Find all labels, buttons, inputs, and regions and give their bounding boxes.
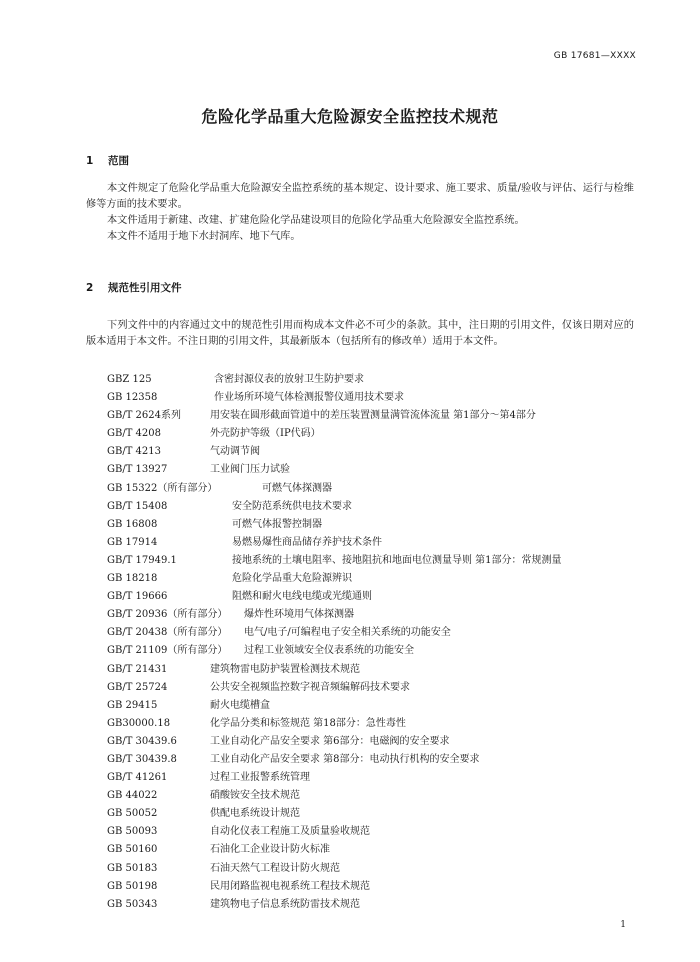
scope-paragraph-1: 本文件规定了危险化学品重大危险源安全监控系统的基本规定、设计要求、施工要求、质量/验收与评估、运行与检维修等方面的技术要求。 [86, 183, 634, 210]
reference-title: 可燃气体报警控制器 [232, 518, 322, 530]
reference-item [107, 498, 637, 516]
reference-title: 自动化仪表工程施工及质量验收规范 [210, 826, 370, 838]
reference-title: 用安装在圆形截面管道中的差压装置测量满管流体流量 第1部分～第4部分 [210, 410, 536, 422]
scope-paragraph-2: 本文件适用于新建、改建、扩建危险化学品建设项目的危险化学品重大危险源安全监控系统。 [107, 215, 525, 226]
reference-title: 爆炸性环境用气体探测器 [244, 609, 354, 621]
reference-title: 民用闭路监视电视系统工程技术规范 [210, 880, 370, 892]
reference-item [107, 480, 637, 498]
reference-item [107, 606, 637, 624]
reference-code: GB/T 30439.6 [107, 735, 177, 747]
reference-code: GB/T 2624系列 [107, 410, 182, 422]
section-heading-normative-refs [86, 280, 182, 295]
reference-title: 建筑物电子信息系统防雷技术规范 [210, 898, 360, 910]
reference-item [107, 715, 637, 733]
reference-title: 化学品分类和标签规范 第18部分：急性毒性 [210, 717, 406, 729]
reference-title: 可燃气体探测器 [262, 482, 332, 494]
reference-code: GB 18218 [107, 573, 158, 585]
reference-title: 过程工业领域安全仪表系统的功能安全 [244, 645, 414, 657]
reference-item [107, 588, 637, 606]
reference-item [107, 805, 637, 823]
reference-title: 工业自动化产品安全要求 第8部分：电动执行机构的安全要求 [210, 753, 480, 765]
reference-code: GB 50198 [107, 880, 158, 892]
reference-code: GB/T 20936（所有部分） [107, 609, 228, 621]
reference-code: GB 50343 [107, 898, 158, 910]
reference-code: GB/T 17949.1 [107, 554, 177, 566]
reference-title: 硝酸铵安全技术规范 [210, 790, 300, 802]
reference-code: GB 17914 [107, 536, 158, 548]
section-title: 规范性引用文件 [108, 282, 182, 294]
reference-title: 工业自动化产品安全要求 第6部分：电磁阀的安全要求 [210, 735, 450, 747]
reference-code: GB/T 19666 [107, 591, 168, 603]
reference-code: GB/T 21109（所有部分） [107, 645, 228, 657]
reference-title: 接地系统的土壤电阻率、接地阻抗和地面电位测量导则 第1部分：常规测量 [232, 554, 562, 566]
reference-title: 电气/电子/可编程电子安全相关系统的功能安全 [244, 627, 451, 639]
reference-title: 耐火电缆槽盒 [210, 699, 270, 711]
reference-item [107, 425, 637, 443]
reference-title: 作业场所环境气体检测报警仪通用技术要求 [214, 392, 404, 404]
reference-title: 安全防范系统供电技术要求 [232, 500, 352, 512]
reference-item [107, 751, 637, 769]
reference-list [107, 371, 637, 914]
reference-title: 危险化学品重大危险源辨识 [232, 573, 352, 585]
reference-item [107, 371, 637, 389]
normative-refs-intro [86, 318, 634, 350]
reference-code: GB/T 13927 [107, 464, 168, 476]
section-title: 范围 [108, 155, 129, 167]
reference-title: 易燃易爆性商品储存养护技术条件 [232, 536, 382, 548]
reference-item [107, 841, 637, 859]
reference-code: GB 50183 [107, 862, 158, 874]
reference-item [107, 787, 637, 805]
reference-title: 供配电系统设计规范 [210, 808, 300, 820]
reference-item [107, 896, 637, 914]
reference-item [107, 552, 637, 570]
reference-code: GB 44022 [107, 790, 158, 802]
reference-code: GB/T 25724 [107, 681, 168, 693]
reference-item [107, 534, 637, 552]
reference-code: GB 50052 [107, 808, 158, 820]
reference-code: GB 29415 [107, 699, 158, 711]
reference-code: GB/T 41261 [107, 772, 168, 784]
scope-paragraph-3: 本文件不适用于地下水封洞库、地下气库。 [107, 231, 301, 242]
intro-paragraph: 下列文件中的内容通过文中的规范性引用而构成本文件必不可少的条款。其中，注日期的引用文件，仅该日期对应的版本适用于本文件。不注日期的引用文件，其最新版本（包括所有的修改单）适用于本文件。 [86, 320, 634, 347]
reference-item [107, 624, 637, 642]
reference-code: GB/T 30439.8 [107, 753, 177, 765]
reference-item [107, 769, 637, 787]
reference-title: 石油化工企业设计防火标准 [210, 844, 330, 856]
reference-code: GB 12358 [107, 392, 158, 404]
reference-item [107, 878, 637, 896]
reference-item [107, 733, 637, 751]
reference-item [107, 661, 637, 679]
standard-number: GB 17681—XXXX [553, 51, 636, 61]
reference-item [107, 679, 637, 697]
reference-code: GB30000.18 [107, 717, 171, 729]
reference-title: 气动调节阀 [210, 446, 260, 458]
reference-code: GB/T 4213 [107, 446, 162, 458]
reference-item [107, 443, 637, 461]
reference-code: GB/T 20438（所有部分） [107, 627, 228, 639]
reference-item [107, 461, 637, 479]
reference-code: GB/T 15408 [107, 500, 168, 512]
reference-title: 过程工业报警系统管理 [210, 772, 310, 784]
section-number: 2 [86, 282, 94, 294]
reference-title: 阻燃和耐火电线电缆或光缆通则 [232, 591, 372, 603]
reference-code: GB/T 21431 [107, 663, 168, 675]
reference-title: 石油天然气工程设计防火规范 [210, 862, 340, 874]
reference-code: GB 50160 [107, 844, 158, 856]
reference-title: 建筑物雷电防护装置检测技术规范 [210, 663, 360, 675]
scope-body [86, 181, 634, 245]
reference-item [107, 570, 637, 588]
document-title: 危险化学品重大危险源安全监控技术规范 [201, 107, 499, 126]
reference-title: 外壳防护等级（IP代码） [210, 428, 321, 440]
reference-item [107, 389, 637, 407]
reference-code: GB/T 4208 [107, 428, 162, 440]
section-heading-scope [86, 153, 129, 168]
reference-title: 公共安全视频监控数字视音频编解码技术要求 [210, 681, 410, 693]
reference-code: GB 16808 [107, 518, 158, 530]
reference-title: 含密封源仪表的放射卫生防护要求 [214, 374, 364, 385]
page-number: 1 [620, 920, 626, 930]
reference-item [107, 860, 637, 878]
reference-item [107, 823, 637, 841]
reference-code: GBZ 125 [107, 374, 152, 385]
section-number: 1 [86, 155, 94, 167]
reference-item [107, 642, 637, 660]
reference-title: 工业阀门压力试验 [210, 464, 290, 476]
reference-code: GB 15322（所有部分） [107, 482, 218, 494]
reference-item [107, 516, 637, 534]
reference-code: GB 50093 [107, 826, 158, 838]
reference-item [107, 697, 637, 715]
reference-item [107, 407, 637, 425]
